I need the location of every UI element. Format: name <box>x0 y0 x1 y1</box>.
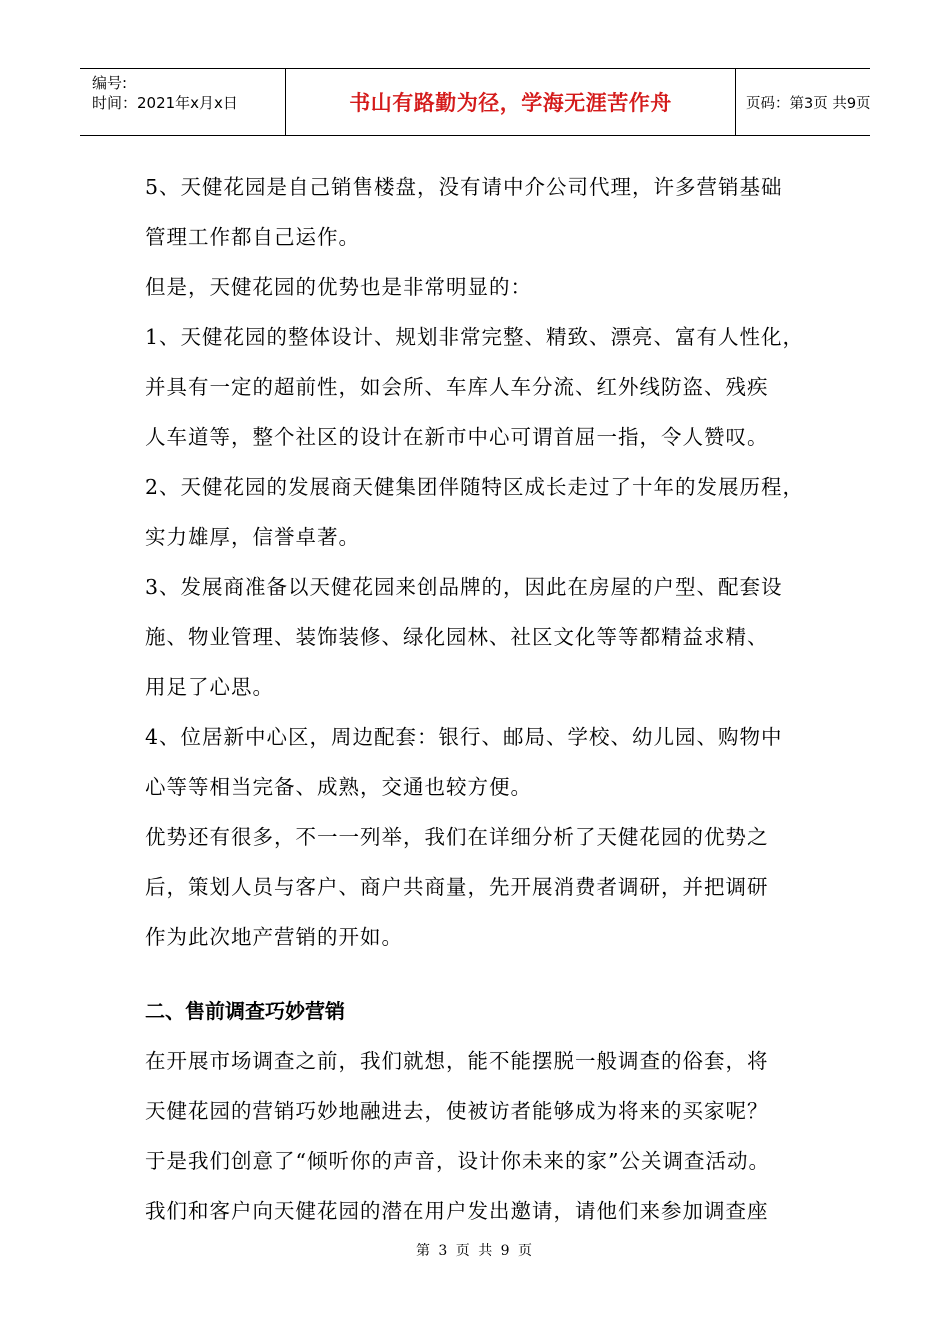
text-line: 我们和客户向天健花园的潜在用户发出邀请，请他们来参加调查座 <box>145 1199 769 1223</box>
text-line: 1、天健花园的整体设计、规划非常完整、精致、漂亮、富有人性化， <box>145 325 805 349</box>
header-page-info: 页码：第3页 共9页 <box>746 95 871 112</box>
text-line: 但是，天健花园的优势也是非常明显的： <box>145 275 532 299</box>
text-line: 3、发展商准备以天健花园来创品牌的，因此在房屋的户型、配套设 <box>145 575 783 599</box>
text-line: 在开展市场调查之前，我们就想，能不能摆脱一般调查的俗套，将 <box>145 1049 769 1073</box>
section-heading: 二、售前调查巧妙营销 <box>145 999 345 1023</box>
document-number-label: 编号: <box>92 74 128 92</box>
text-line: 作为此次地产营销的开如。 <box>145 925 403 949</box>
header-meta <box>80 69 285 135</box>
text-line: 2、天健花园的发展商天健集团伴随特区成长走过了十年的发展历程， <box>145 475 805 499</box>
text-line: 后，策划人员与客户、商户共商量，先开展消费者调研，并把调研 <box>145 875 769 899</box>
text-line: 实力雄厚，信誉卓著。 <box>145 525 360 549</box>
text-line: 天健花园的营销巧妙地融进去，使被访者能够成为将来的买家呢？ <box>145 1099 769 1123</box>
text-line: 人车道等，整个社区的设计在新市中心可谓首屈一指，令人赞叹。 <box>145 425 769 449</box>
text-line: 用足了心思。 <box>145 675 274 699</box>
page-footer: 第 3 页 共 9 页 <box>415 1243 535 1259</box>
document-date-label: 时间：2021年x月x日 <box>92 94 238 112</box>
text-line: 管理工作都自己运作。 <box>145 225 360 249</box>
text-line: 并具有一定的超前性，如会所、车库人车分流、红外线防盗、残疾 <box>145 375 769 399</box>
text-line: 5、天健花园是自己销售楼盘，没有请中介公司代理，许多营销基础 <box>145 175 783 199</box>
document-body <box>145 162 825 1236</box>
text-line: 4、位居新中心区，周边配套：银行、邮局、学校、幼儿园、购物中 <box>145 725 783 749</box>
page-header <box>80 68 870 136</box>
text-line: 优势还有很多，不一一列举，我们在详细分析了天健花园的优势之 <box>145 825 769 849</box>
header-motto-cell <box>285 69 736 135</box>
text-line: 心等等相当完备、成熟，交通也较方便。 <box>145 775 532 799</box>
text-line: 于是我们创意了“倾听你的声音，设计你未来的家”公关调查活动。 <box>145 1149 770 1173</box>
header-motto: 书山有路勤为径，学海无涯苦作舟 <box>349 90 672 115</box>
text-line: 施、物业管理、装饰装修、绿化园林、社区文化等等都精益求精、 <box>145 625 769 649</box>
